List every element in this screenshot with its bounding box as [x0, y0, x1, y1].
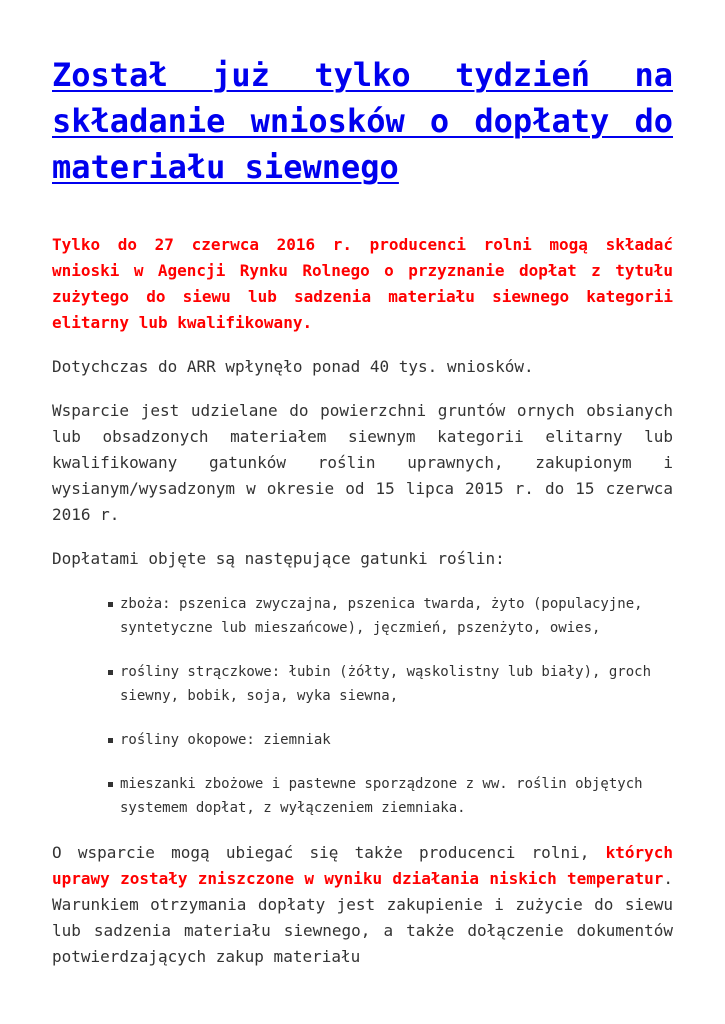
- list-item-text: rośliny okopowe: ziemniak: [120, 732, 331, 748]
- list-item-text: rośliny strączkowe: łubin (żółty, wąskolistny lub biały), groch siewny, bobik, soja, wyka siewna,: [120, 664, 652, 704]
- paragraph-frost-end: . Warunkiem otrzymania dopłaty jest zakupienie i zużycie do siewu lub sadzenia materiału siewnego, a także dołączenie dokumentów potwierdzających zakup materiału: [52, 869, 673, 966]
- article-lead: Tylko do 27 czerwca 2016 r. producenci rolni mogą składać wnioski w Agencji Rynku Rolnego o przyznanie dopłat z tytułu zużytego do siewu lub sadzenia materiału siewnego kategorii elitarny lub kwalifikowany.: [52, 235, 673, 332]
- square-bullet-icon: [108, 738, 113, 743]
- paragraph-crops-intro: Dopłatami objęte są następujące gatunki roślin:: [52, 549, 505, 568]
- paragraph-support-scope: Wsparcie jest udzielane do powierzchni gruntów ornych obsianych lub obsadzonych materiałem siewnym kategorii elitarny lub kwalifikowany gatunków roślin uprawnych, zakupionym i wysianym/wysadzonym w okresie od 15 lipca 2015 r. do 15 czerwca 2016 r.: [52, 401, 673, 524]
- article-title: [52, 52, 673, 190]
- list-item-text: mieszanki zbożowe i pastewne sporządzone z ww. roślin objętych systemem dopłat, z wyłączeniem ziemniaka.: [120, 776, 643, 816]
- paragraph-applications-count: Dotychczas do ARR wpłynęło ponad 40 tys. wniosków.: [52, 357, 534, 376]
- paragraph-frost-start: O wsparcie mogą ubiegać się także producenci rolni,: [52, 843, 606, 862]
- square-bullet-icon: [108, 670, 113, 675]
- paragraph-frost-damage: [52, 840, 673, 970]
- list-item: [110, 772, 673, 820]
- article: [52, 52, 673, 970]
- paragraph-frost-highlight: których uprawy zostały zniszczone w wyniku działania niskich temperatur: [52, 843, 673, 888]
- article-title-link[interactable]: Został już tylko tydzień na składanie wniosków o dopłaty do materiału siewnego: [52, 56, 673, 186]
- list-item: [110, 660, 673, 708]
- list-item: [110, 728, 673, 752]
- square-bullet-icon: [108, 602, 113, 607]
- square-bullet-icon: [108, 782, 113, 787]
- list-item: [110, 592, 673, 640]
- crops-list: [52, 592, 673, 820]
- list-item-text: zboża: pszenica zwyczajna, pszenica twarda, żyto (populacyjne, syntetyczne lub mieszańcowe), jęczmień, pszenżyto, owies,: [120, 596, 643, 636]
